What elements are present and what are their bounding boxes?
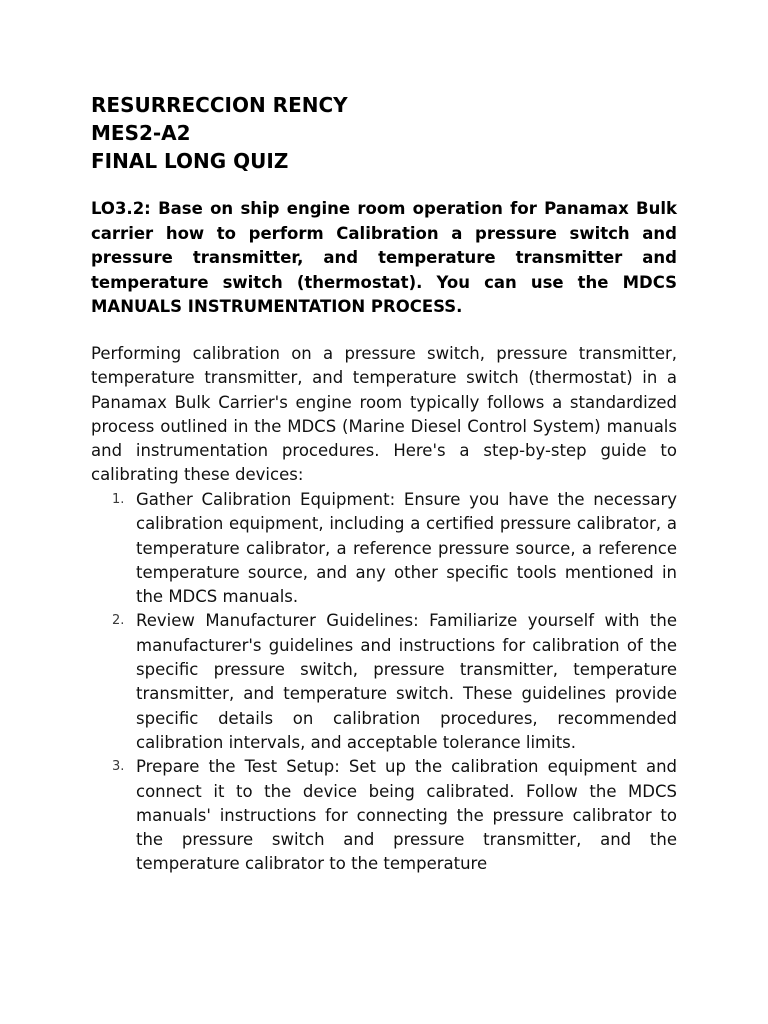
list-item bbox=[91, 488, 677, 609]
step-text: Review Manufacturer Guidelines: Familiarize yourself with the manufacturer's guidelines and instructions for calibration of the specific pressure switch, pressure transmitter, temperature transmitter, and temperature switch. These guidelines provide specific details on calibration procedures, recommended calibration intervals, and acceptable tolerance limits. bbox=[136, 611, 677, 752]
question-prompt: LO3.2: Base on ship engine room operation for Panamax Bulk carrier how to perform Calibration a pressure switch and pressure transmitter, and temperature transmitter and temperature switch (thermostat). You can use the MDCS MANUALS INSTRUMENTATION PROCESS. bbox=[91, 199, 677, 316]
step-text: Prepare the Test Setup: Set up the calibration equipment and connect it to the device being calibrated. Follow the MDCS manuals' instructions for connecting the pressure calibrator to the pressure switch and pressure transmitter, and the temperature calibrator to the temperature bbox=[136, 757, 677, 874]
document-header bbox=[91, 91, 348, 175]
list-item bbox=[91, 755, 677, 876]
step-number: 2. bbox=[112, 613, 125, 629]
exam-title: FINAL LONG QUIZ bbox=[91, 149, 289, 173]
list-item bbox=[91, 609, 677, 755]
step-number: 3. bbox=[112, 759, 125, 775]
intro-paragraph: Performing calibration on a pressure switch, pressure transmitter, temperature transmitter, and temperature switch (thermostat) in a Panamax Bulk Carrier's engine room typically follows a standardized process outlined in the MDCS (Marine Diesel Control System) manuals and instrumentation procedures. Here's a step-by-step guide to calibrating these devices: bbox=[91, 344, 677, 485]
calibration-steps-list bbox=[91, 488, 677, 877]
step-number: 1. bbox=[112, 492, 125, 507]
section-code: MES2-A2 bbox=[91, 121, 191, 145]
student-name: RESURRECCION RENCY bbox=[91, 93, 348, 117]
step-text: Gather Calibration Equipment: Ensure you have the necessary calibration equipment, including a certified pressure calibrator, a temperature calibrator, a reference pressure source, a reference temperature source, and any other specific tools mentioned in the MDCS manuals. bbox=[136, 490, 677, 607]
